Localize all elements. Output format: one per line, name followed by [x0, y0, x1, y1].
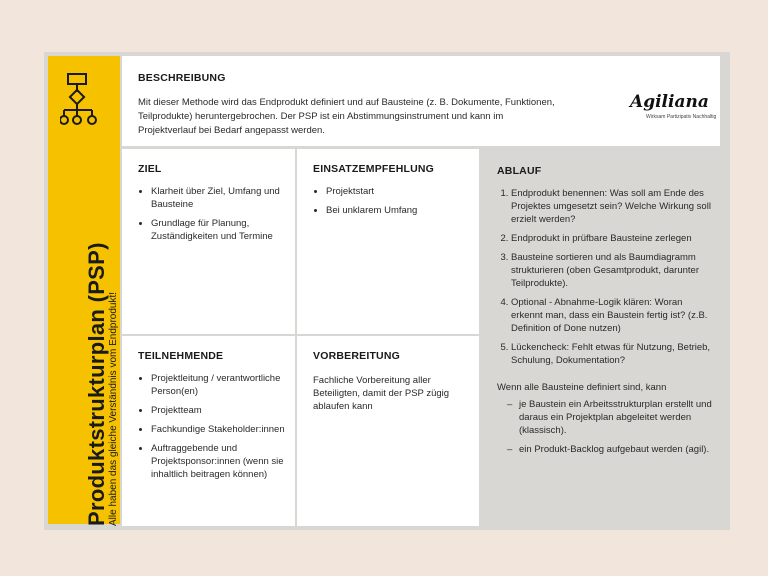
logo-tagline: Wirksam Partizipativ Nachhaltig — [646, 114, 717, 120]
ziel-heading: ZIEL — [138, 163, 162, 175]
company-logo — [610, 92, 720, 128]
einsatz-list — [313, 185, 469, 217]
teilnehmende-panel — [122, 336, 295, 526]
list-item: 1. Endprodukt benennen: Was soll am Ende des Projektes umgesetzt sein? Welche Wirkung soll erzielt werden? — [511, 187, 712, 226]
list-item: • Projektstart — [326, 185, 469, 198]
teilnehmende-list — [138, 372, 285, 481]
list-item: 4. Optional - Abnahme-Logik klären: Woran erkennt man, dass ein Baustein fertig ist? (z.B. Definition of Done nutzen) — [511, 296, 712, 335]
list-item: 2. Endprodukt in prüfbare Bausteine zerlegen — [511, 232, 712, 245]
list-item: • Klarheit über Ziel, Umfang und Bausteine — [151, 185, 285, 211]
list-item: • Auftraggebende und Projektsponsor:innen (wenn sie inhaltlich beitragen können) — [151, 442, 285, 481]
sidebar — [48, 56, 120, 524]
list-item: • Projektteam — [151, 404, 285, 417]
ablauf-options — [497, 398, 712, 456]
logo-brand: Agiliana — [630, 92, 709, 112]
method-card — [44, 52, 730, 530]
description-heading: BESCHREIBUNG — [138, 72, 226, 84]
page-subtitle: Alle haben das gleiche Verständnis vom Endprodukt! — [108, 291, 119, 526]
ablauf-heading: ABLAUF — [497, 165, 542, 177]
list-item: – ein Produkt-Backlog aufgebaut werden (agil). — [519, 443, 712, 456]
vorbereitung-panel — [297, 336, 479, 526]
list-item: 3. Bausteine sortieren und als Baumdiagramm strukturieren (oben Gesamtprodukt, darunter Teilprodukte). — [511, 251, 712, 290]
teilnehmende-heading: TEILNEHMENDE — [138, 350, 224, 362]
einsatz-panel — [297, 149, 479, 334]
list-item: • Grundlage für Planung, Zuständigkeiten und Termine — [151, 217, 285, 243]
vorbereitung-text: Fachliche Vorbereitung aller Beteiligten, damit der PSP zügig ablaufen kann — [313, 375, 450, 412]
list-item: – je Baustein ein Arbeitsstrukturplan erstellt und daraus ein Projektplan abgeleitet werden (klassisch). — [519, 398, 712, 437]
list-item: • Bei unklarem Umfang — [326, 204, 469, 217]
description-panel — [122, 56, 720, 146]
ablauf-panel — [481, 149, 722, 524]
ziel-list — [138, 185, 285, 243]
description-text: Mit dieser Methode wird das Endprodukt definiert und auf Bausteine (z. B. Dokumente, Funktionen, Teilprodukte) heruntergebrochen. Der PSP ist ein Abstimmungsinstrument und kann im Projektverlauf bei Bedarf angepasst werden. — [138, 97, 555, 136]
list-item: 5. Lückencheck: Fehlt etwas für Nutzung, Betrieb, Schulung, Dokumentation? — [511, 341, 712, 367]
list-item: • Fachkundige Stakeholder:innen — [151, 423, 285, 436]
list-item: • Projektleitung / verantwortliche Person(en) — [151, 372, 285, 398]
ablauf-steps — [497, 187, 712, 367]
ziel-panel — [122, 149, 295, 334]
vorbereitung-heading: VORBEREITUNG — [313, 350, 400, 362]
sidebar-title-wrap — [48, 56, 120, 524]
einsatz-heading: EINSATZEMPFEHLUNG — [313, 163, 435, 175]
page-title: Produktstrukturplan (PSP) — [84, 242, 109, 526]
ablauf-note: Wenn alle Bausteine definiert sind, kann — [497, 382, 667, 393]
